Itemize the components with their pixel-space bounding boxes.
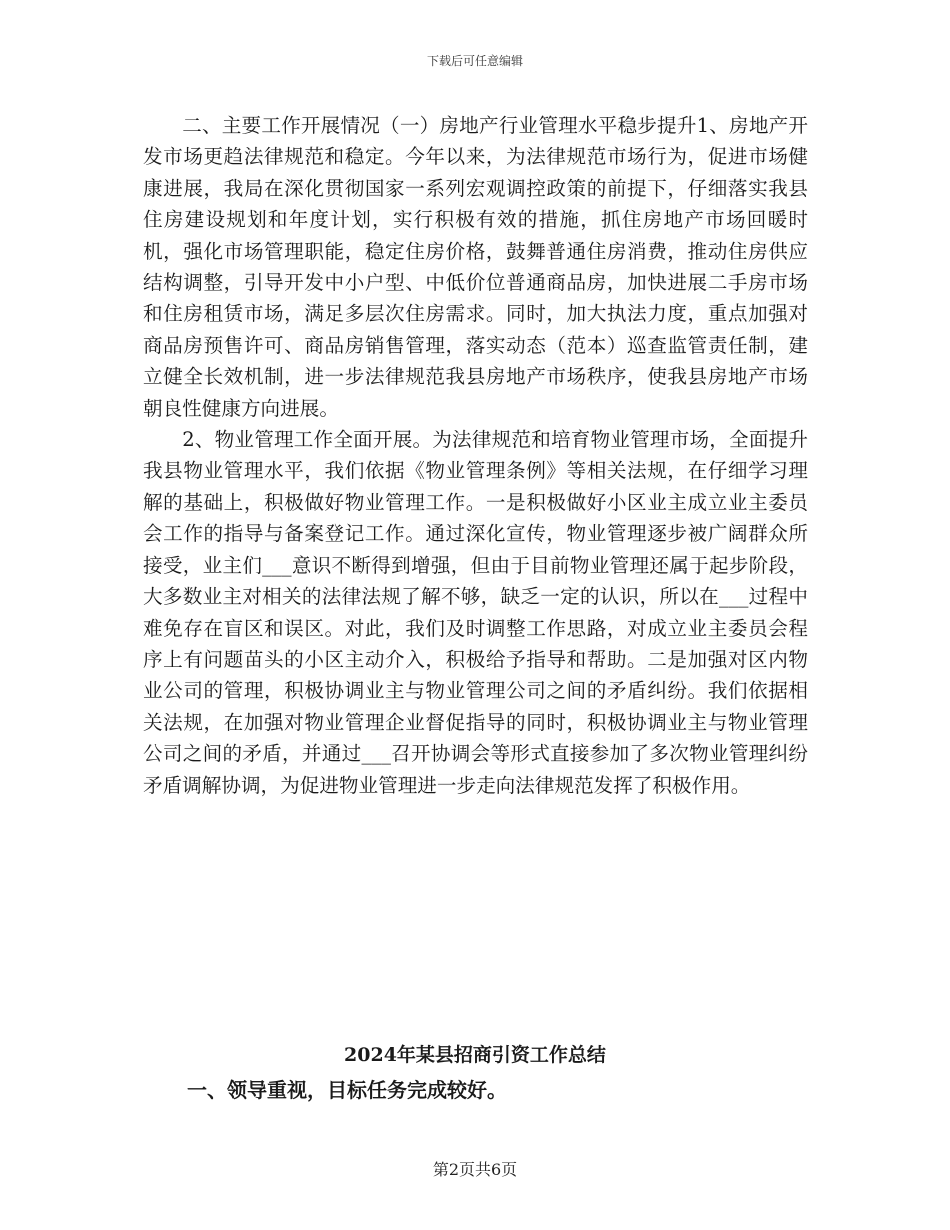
page-header-note: 下载后可任意编辑 [426,54,523,68]
paragraph-property-management: 2、物业管理工作全面开展。为法律规范和培育物业管理市场，全面提升我县物业管理水平，我们依据《物业管理条例》等相关法规，在仔细学习理解的基础上，积极做好物业管理工作。一是积极做好小区业主成立业主委员会工作的指导与备案登记工作。通过深化宣传，物业管理逐步被广阔群众所接受，业主们___意识不断得到增强，但由于目前物业管理还属于起步阶段，大多数业主对相关的法律法规了解不够，缺乏一定的认识，所以在___过程中难免存在盲区和误区。对此，我们及时调整工作思路，对成立业主委员会程序上有问题苗头的小区主动介入，积极给予指导和帮助。二是加强对区内物业公司的管理，积极协调业主与物业管理公司之间的矛盾纠纷。我们依据相关法规，在加强对物业管理企业督促指导的同时，积极协调业主与物业管理公司之间的矛盾，并通过___召开协调会等形式直接参加了多次物业管理纠纷矛盾调解协调，为促进物业管理进一步走向法律规范发挥了积极作用。 [143,428,808,797]
document-title: 2024年某县招商引资工作总结 [344,1044,606,1066]
paragraph-real-estate-management: 二、主要工作开展情况（一）房地产行业管理水平稳步提升1、房地产开发市场更趋法律规范和稳定。今年以来，为法律规范市场行为，促进市场健康进展，我局在深化贯彻国家一系列宏观调控政策的前提下，仔细落实我县住房建设规划和年度计划，实行积极有效的措施，抓住房地产市场回暖时机，强化市场管理职能，稳定住房价格，鼓舞普通住房消费，推动住房供应结构调整，引导开发中小户型、中低价位普通商品房，加快进展二手房市场和住房租赁市场，满足多层次住房需求。同时，加大执法力度，重点加强对商品房预售许可、商品房销售管理，落实动态（范本）巡查监管责任制，建立健全长效机制，进一步法律规范我县房地产市场秩序，使我县房地产市场朝良性健康方向进展。 [143,114,808,420]
page-number: 第2页共6页 [432,1160,518,1179]
section-heading: 一、领导重视，目标任务完成较好。 [187,1078,507,1102]
document-body [143,110,808,801]
